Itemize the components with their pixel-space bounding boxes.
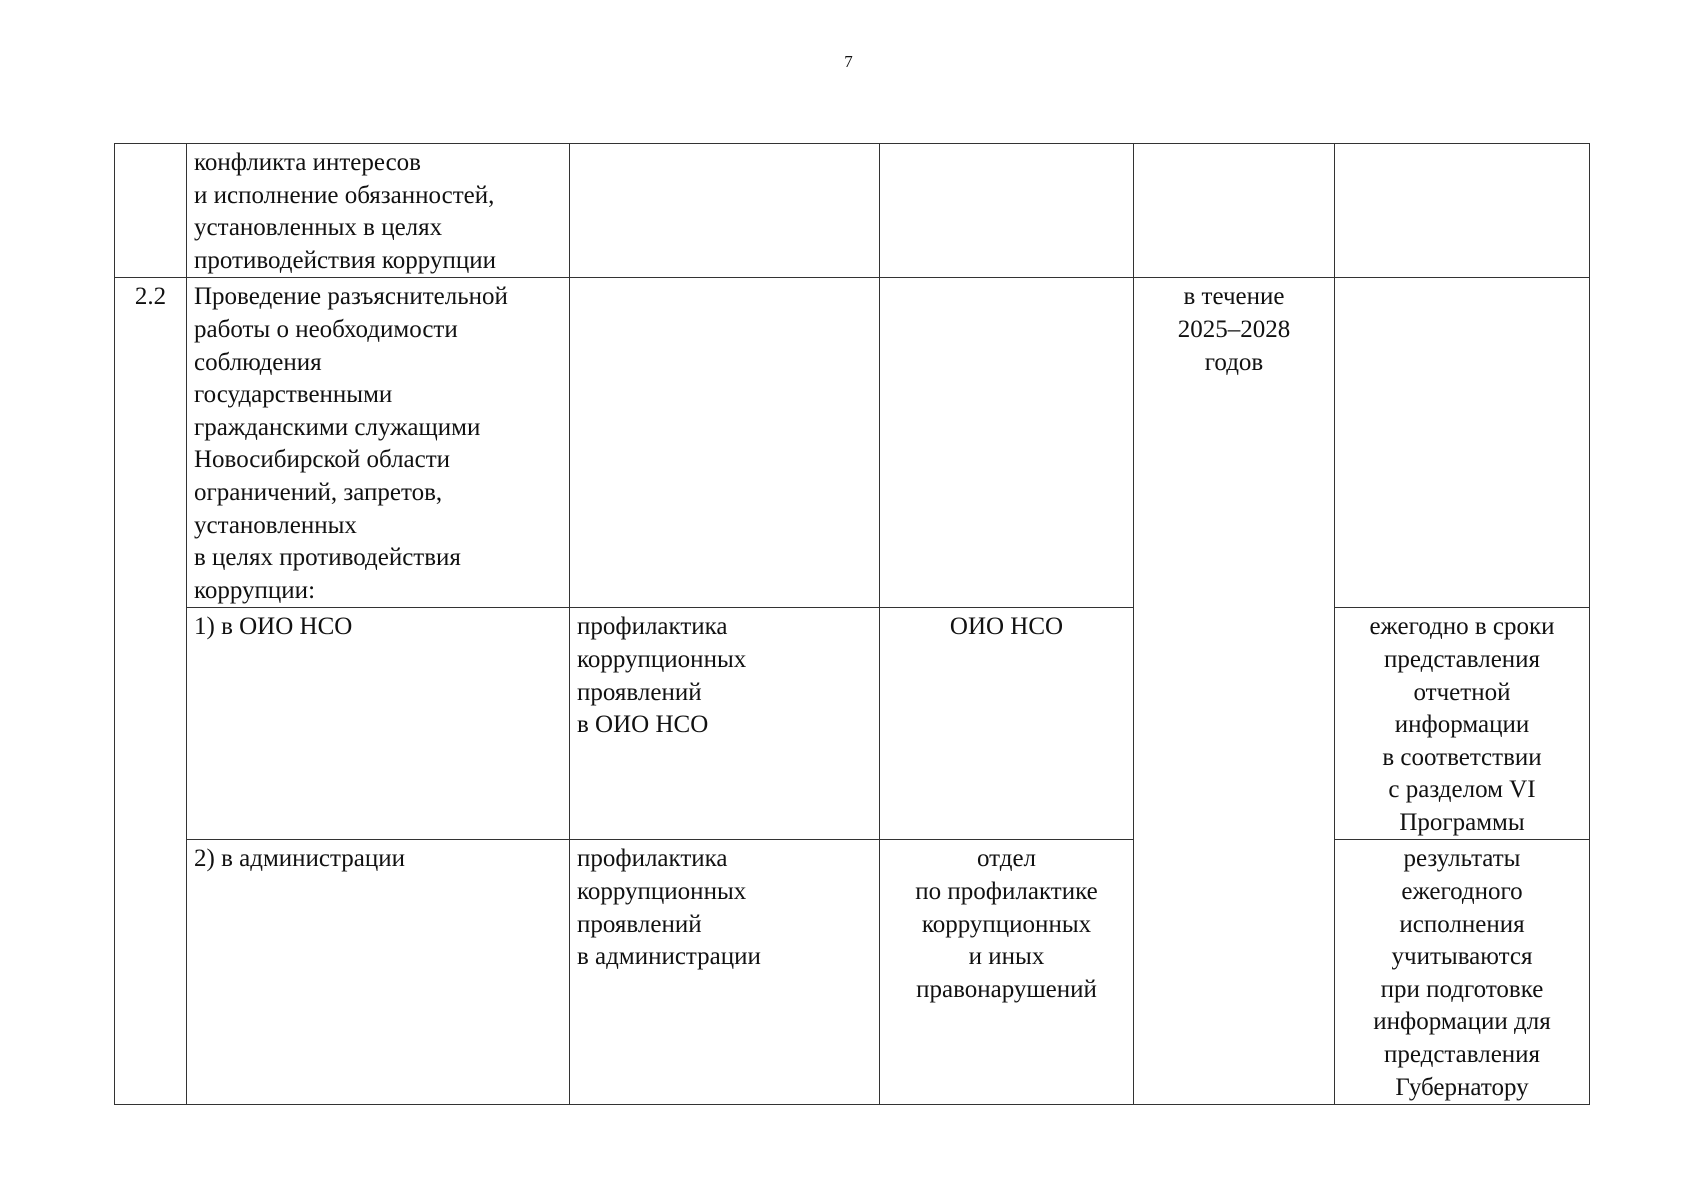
- text-line: коррупционных: [577, 878, 747, 906]
- text-line: профилактика: [577, 613, 728, 641]
- text-line: результаты: [1403, 845, 1521, 873]
- text-line: учитываются: [1391, 943, 1533, 971]
- text-line: при подготовке: [1380, 975, 1544, 1003]
- text-line: в целях противодействия: [194, 544, 461, 572]
- text-line: отчетной: [1413, 678, 1511, 706]
- table-row-item-2-2: [115, 278, 1590, 608]
- text-line: в течение: [1183, 283, 1285, 311]
- cell-measure-name: [187, 144, 570, 278]
- page-number: 7: [844, 52, 853, 71]
- table-row-continuation: [115, 144, 1590, 278]
- text-line: ограничений, запретов,: [194, 478, 443, 506]
- cell-measure-name: [187, 840, 570, 1105]
- text-line: Программы: [1399, 808, 1525, 836]
- measures-table: [114, 143, 1590, 1105]
- cell-responsible: [880, 608, 1134, 840]
- cell-period: [1134, 278, 1335, 1105]
- text-line: установленных: [194, 511, 357, 539]
- text-line: информации: [1394, 711, 1530, 739]
- text-line: гражданскими служащими: [194, 413, 481, 441]
- text-line: Губернатору: [1395, 1073, 1529, 1101]
- cell-measure-name: [187, 278, 570, 608]
- text-line: проявлений: [577, 678, 702, 706]
- cell-reporting: [1335, 608, 1590, 840]
- cell-period: [1134, 144, 1335, 278]
- cell-measure-name: [187, 608, 570, 840]
- text-line: коррупционных: [577, 645, 747, 673]
- cell-number: [115, 144, 187, 278]
- text-line: работы о необходимости: [194, 315, 458, 343]
- text-line: правонарушений: [916, 975, 1097, 1003]
- text-line: профилактика: [577, 845, 728, 873]
- text-line: и исполнение обязанностей,: [194, 181, 495, 209]
- text-line: проявлений: [577, 910, 702, 938]
- text-line: представления: [1383, 645, 1541, 673]
- cell-responsible: [880, 278, 1134, 608]
- text-line: коррупционных: [921, 910, 1092, 938]
- text-line: представления: [1383, 1041, 1541, 1069]
- text-line: 2) в администрации: [194, 845, 405, 873]
- text-line: годов: [1204, 348, 1264, 376]
- text-line: отдел: [976, 845, 1037, 873]
- text-line: по профилактике: [915, 878, 1098, 906]
- text-line: установленных в целях: [194, 214, 443, 242]
- cell-item-number: 2.2: [115, 278, 187, 1105]
- text-line: исполнения: [1399, 910, 1525, 938]
- table-row-sub-2: [115, 840, 1590, 1105]
- text-line: информации для: [1373, 1008, 1551, 1036]
- table-row-sub-1: [115, 608, 1590, 840]
- text-line: ежегодного: [1401, 878, 1523, 906]
- text-line: 1) в ОИО НСО: [194, 613, 353, 641]
- text-line: коррупции:: [194, 576, 316, 604]
- text-line: государственными: [194, 381, 393, 409]
- text-line: ОИО НСО: [949, 613, 1064, 641]
- text-line: ежегодно в сроки: [1369, 613, 1555, 641]
- cell-reporting: [1335, 840, 1590, 1105]
- cell-result: [570, 278, 880, 608]
- text-line: в ОИО НСО: [577, 711, 709, 739]
- text-line: с разделом VI: [1388, 776, 1536, 804]
- cell-result: [570, 840, 880, 1105]
- cell-result: [570, 608, 880, 840]
- text-line: конфликта интересов: [194, 149, 421, 176]
- cell-result: [570, 144, 880, 278]
- text-line: противодействия коррупции: [194, 246, 496, 274]
- text-line: и иных: [968, 943, 1045, 971]
- text-line: Новосибирской области: [194, 446, 451, 474]
- text-line: соблюдения: [194, 348, 322, 376]
- text-line: в администрации: [577, 943, 761, 971]
- cell-reporting: [1335, 144, 1590, 278]
- text-line: в соответствии: [1382, 743, 1542, 771]
- cell-reporting: [1335, 278, 1590, 608]
- text-line: Проведение разъяснительной: [194, 283, 508, 311]
- cell-responsible: [880, 144, 1134, 278]
- text-line: 2025–2028: [1177, 315, 1291, 343]
- cell-responsible: [880, 840, 1134, 1105]
